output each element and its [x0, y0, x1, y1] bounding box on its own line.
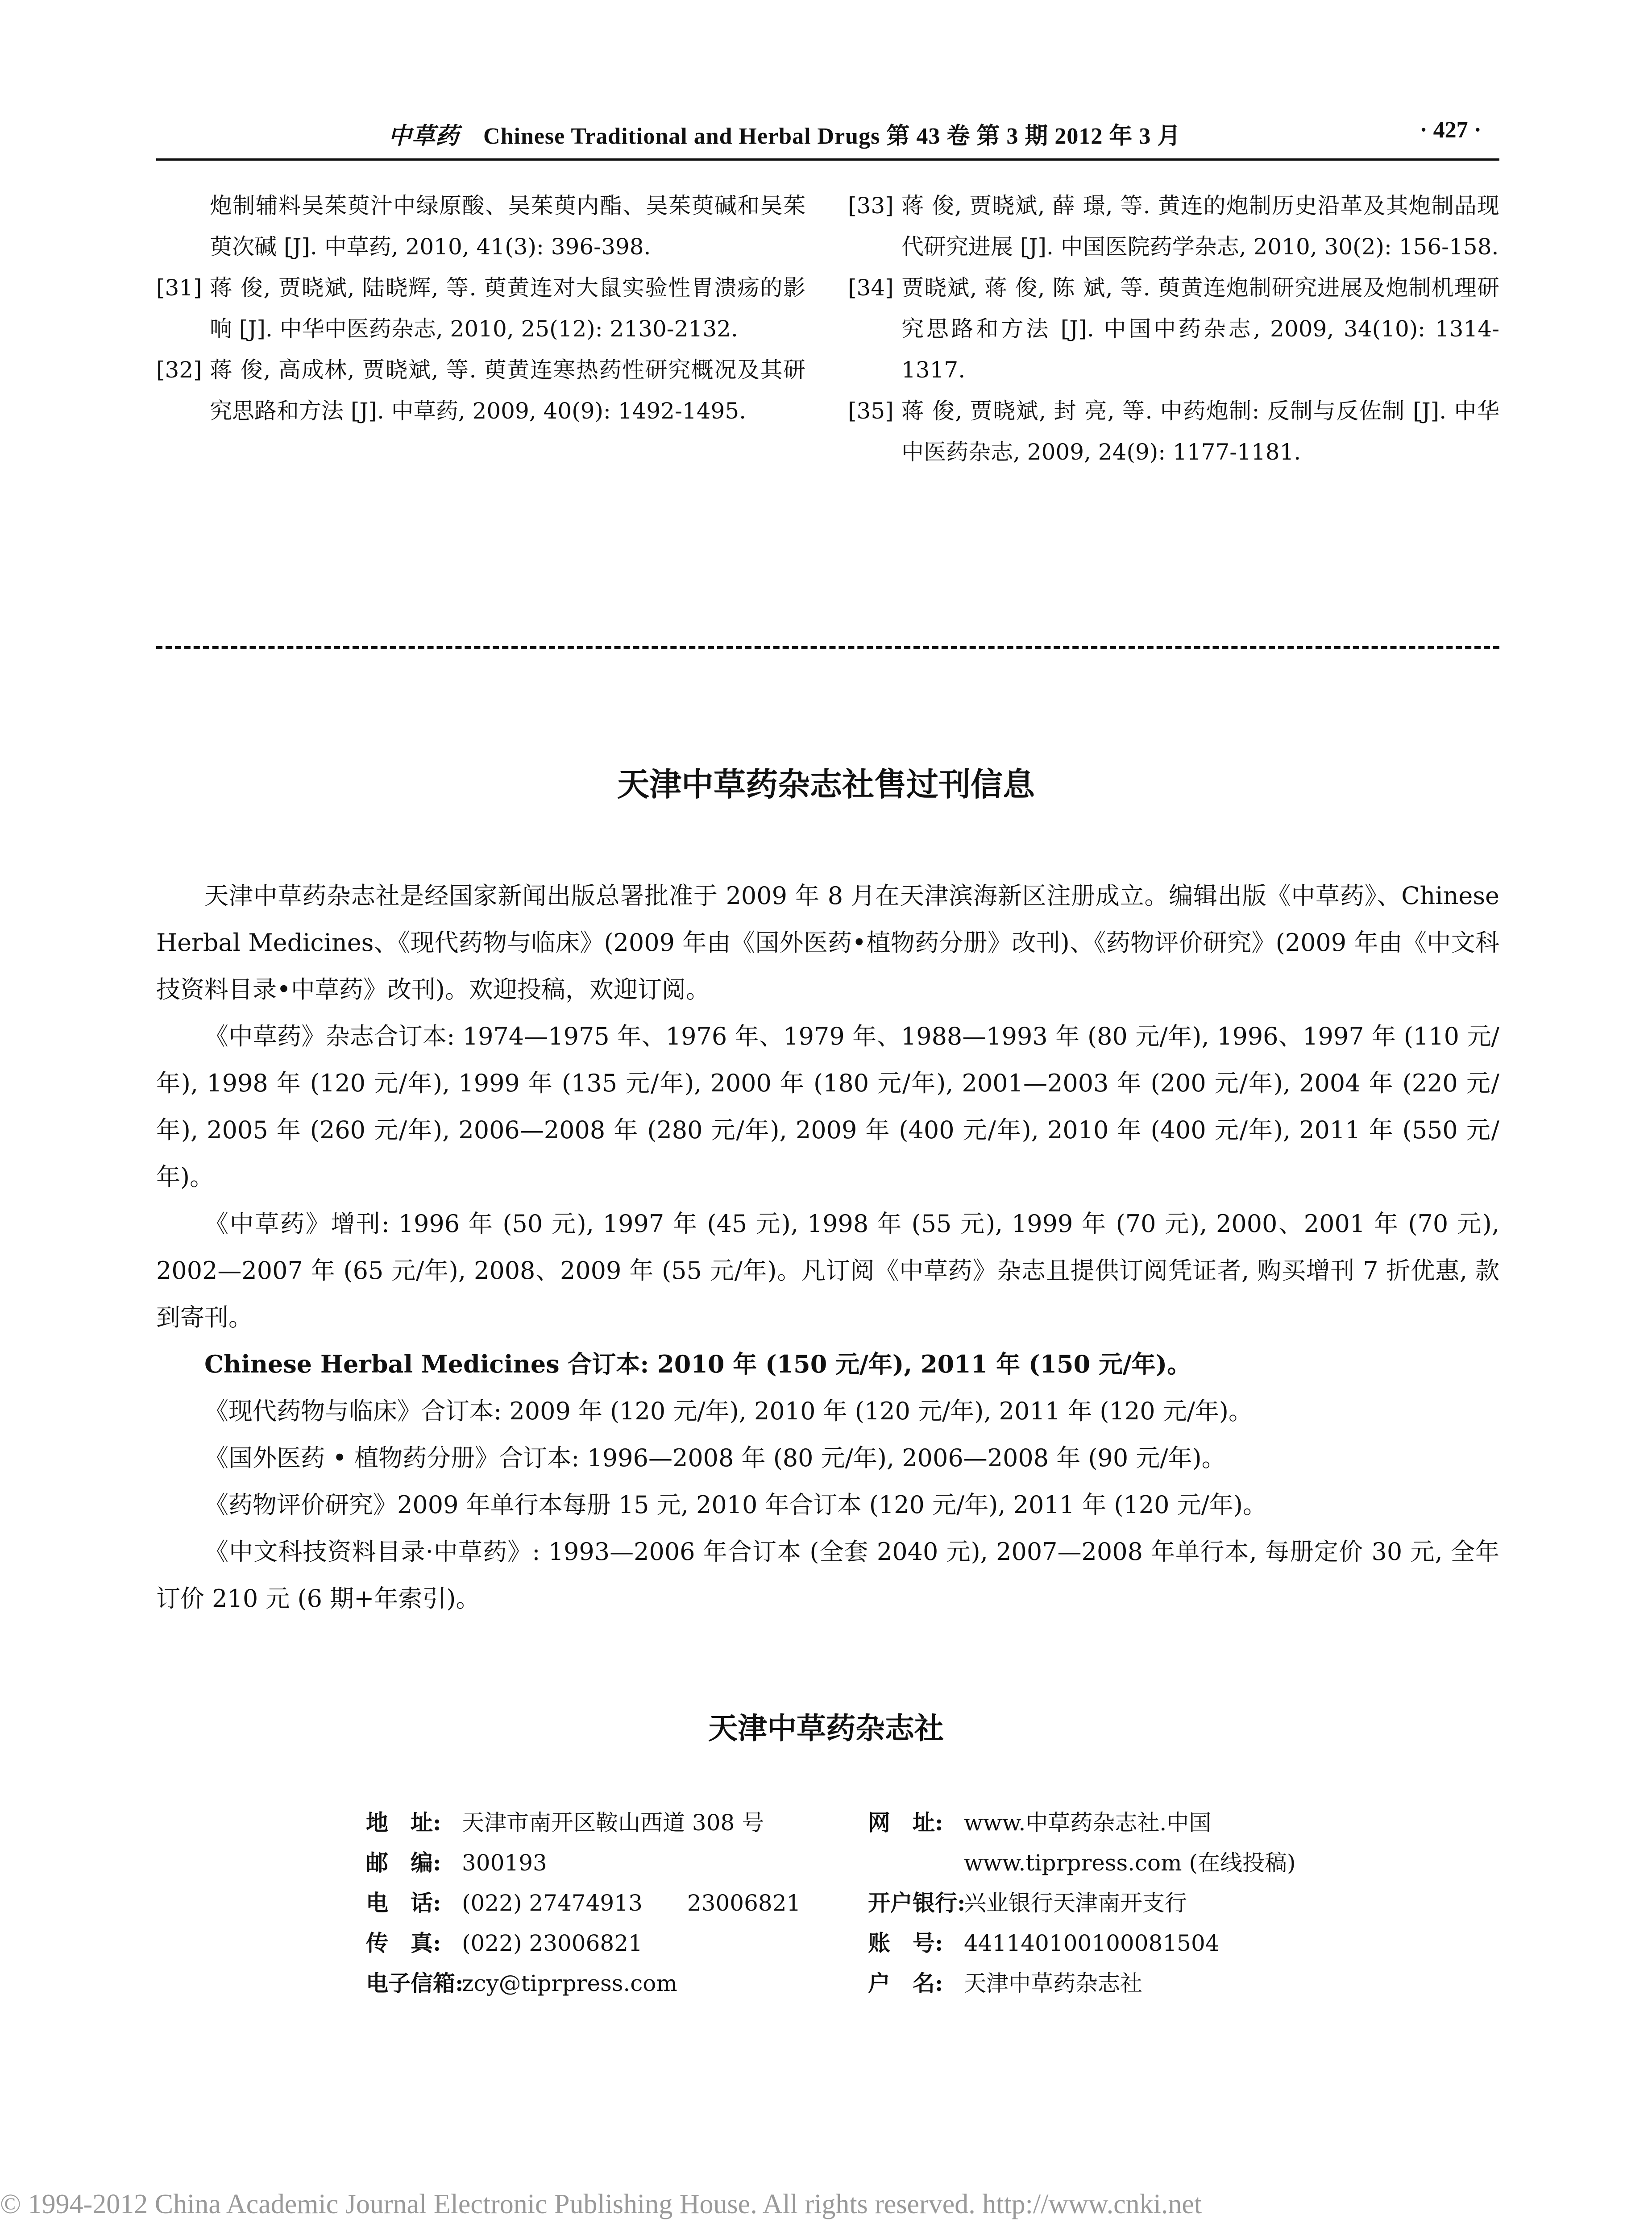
notice-paragraph: 《药物评价研究》2009 年单行本每册 15 元, 2010 年合订本 (120 元/年), 2011 年 (120 元/年)。 — [204, 1491, 1267, 1519]
reference-number: [32] — [156, 357, 202, 383]
postcode-row — [366, 1843, 834, 1883]
references-right-column — [848, 185, 1499, 473]
notice-paragraph: 《中草药》增刊: 1996 年 (50 元), 1997 年 (45 元), 1998 年 (55 元), 1999 年 (70 元), 2000、2001 年 (70 元), 2002—2007 年 (65 元/年), 2008、2009 年 (55 元/年)。凡订阅《中草药》杂志且提供订阅凭证者, 购买增刊 7 折优惠, 款到寄刊。 — [156, 1210, 1499, 1331]
references-left-column — [156, 185, 805, 431]
email-row — [366, 1963, 834, 2003]
reference-number: [33] — [848, 193, 894, 219]
reference-text: 蒋 俊, 贾晓斌, 封 亮, 等. 中药炮制: 反制与反佐制 [J]. 中华中医药杂志, 2009, 24(9): 1177-1181. — [901, 398, 1499, 465]
page-number: · 427 · — [1420, 117, 1482, 143]
fax-row — [366, 1923, 834, 1963]
reference-number: [31] — [156, 275, 202, 301]
address-value: 天津市南开区鞍山西道 308 号 — [462, 1810, 764, 1836]
postcode-value: 300193 — [462, 1850, 547, 1876]
running-header — [156, 117, 1499, 153]
reference-number: [35] — [848, 398, 894, 424]
notice-title: 天津中草药杂志社售过刊信息 — [617, 766, 1035, 803]
journal-issue-info: Chinese Traditional and Herbal Drugs 第 43 卷 第 3 期 2012 年 3 月 — [483, 124, 1181, 149]
reference-text: 贾晓斌, 蒋 俊, 陈 斌, 等. 萸黄连炮制研究进展及炮制机理研究思路和方法 [J]. 中国中药杂志, 2009, 34(10): 1314-1317. — [901, 275, 1499, 383]
reference-item — [156, 349, 805, 431]
reference-text: 炮制辅料吴茱萸汁中绿原酸、吴茱萸内酯、吴茱萸碱和吴茱萸次碱 [J]. 中草药, 2010, 41(3): 396-398. — [210, 193, 805, 260]
website-link-en[interactable]: www.tiprpress.com (在线投稿) — [964, 1850, 1296, 1876]
account-label: 账 号: — [868, 1930, 943, 1956]
reference-item — [848, 390, 1499, 473]
reference-item — [848, 185, 1499, 267]
email-label: 电子信箱: — [366, 1970, 464, 1996]
contact-right-column — [868, 1803, 1359, 2003]
phone-row — [366, 1883, 834, 1923]
bank-row — [868, 1883, 1359, 1923]
reference-text: 蒋 俊, 高成林, 贾晓斌, 等. 萸黄连寒热药性研究概况及其研究思路和方法 [J]. 中草药, 2009, 40(9): 1492-1495. — [210, 357, 805, 424]
bank-value: 兴业银行天津南开支行 — [964, 1890, 1187, 1916]
section-divider — [156, 646, 1499, 649]
fax-value: (022) 23006821 — [462, 1930, 643, 1956]
reference-item — [156, 267, 805, 349]
journal-header — [388, 117, 1181, 150]
notice-paragraph: 《现代药物与临床》合订本: 2009 年 (120 元/年), 2010 年 (120 元/年), 2011 年 (120 元/年)。 — [204, 1397, 1253, 1425]
postcode-label: 邮 编: — [366, 1849, 441, 1876]
reference-text: 蒋 俊, 贾晓斌, 陆晓辉, 等. 萸黄连对大鼠实验性胃溃疡的影响 [J]. 中华中医药杂志, 2010, 25(12): 2130-2132. — [210, 275, 805, 342]
reference-text: 蒋 俊, 贾晓斌, 薛 璟, 等. 黄连的炮制历史沿革及其炮制品现代研究进展 [J]. 中国医院药学杂志, 2010, 30(2): 156-158. — [901, 193, 1499, 260]
reference-number — [156, 185, 210, 267]
account-row — [868, 1923, 1359, 1963]
email-value: zcy@tiprpress.com — [462, 1970, 677, 1996]
notice-paragraph: 《中草药》杂志合订本: 1974—1975 年、1976 年、1979 年、1988—1993 年 (80 元/年), 1996、1997 年 (110 元/年), 1998 年 (120 元/年), 1999 年 (135 元/年), 2000 年 (180 元/年), 2001—2003 年 (200 元/年), 2004 年 (220 元/年), 2005 年 (260 元/年), 2006—2008 年 (280 元/年), 2009 年 (400 元/年), 2010 年 (400 元/年), 2011 年 (550 元/年)。 — [156, 1022, 1499, 1191]
bank-label: 开户银行: — [868, 1890, 966, 1916]
notice-paragraph: Chinese Herbal Medicines 合订本: 2010 年 (150 元/年), 2011 年 (150 元/年)。 — [204, 1350, 1191, 1378]
phone-label: 电 话: — [366, 1890, 441, 1916]
notice-body — [156, 872, 1499, 1622]
holder-label: 户 名: — [868, 1970, 943, 1996]
phone-value: (022) 27474913 23006821 — [462, 1890, 801, 1916]
address-label: 地 址: — [366, 1809, 441, 1836]
notice-paragraph: 《国外医药 • 植物药分册》合订本: 1996—2008 年 (80 元/年), 2006—2008 年 (90 元/年)。 — [204, 1444, 1226, 1472]
website-row — [868, 1803, 1359, 1843]
website-row-2 — [868, 1843, 1359, 1883]
copyright-footer: © 1994-2012 China Academic Journal Electronic Publishing House. All rights reserved. http://www.cnki.net — [0, 2189, 1202, 2219]
fax-label: 传 真: — [366, 1930, 441, 1956]
reference-number: [34] — [848, 275, 894, 301]
notice-paragraph: 《中文科技资料目录·中草药》: 1993—2006 年合订本 (全套 2040 元), 2007—2008 年单行本, 每册定价 30 元, 全年订价 210 元 (6 期+年索引)。 — [156, 1538, 1499, 1613]
holder-value: 天津中草药杂志社 — [964, 1970, 1142, 1996]
website-label: 网 址: — [868, 1809, 943, 1836]
publisher-signature: 天津中草药杂志社 — [708, 1711, 944, 1746]
website-link-cn[interactable]: www.中草药杂志社.中国 — [964, 1810, 1212, 1836]
holder-row — [868, 1963, 1359, 2003]
journal-name-cn: 中草药 — [388, 122, 460, 149]
contact-left-column — [366, 1803, 834, 2003]
header-rule — [156, 158, 1499, 161]
notice-paragraph: 天津中草药杂志社是经国家新闻出版总署批准于 2009 年 8 月在天津滨海新区注册成立。编辑出版《中草药》、Chinese Herbal Medicines、《现代药物与临床》(2009 年由《国外医药•植物药分册》改刊)、《药物评价研究》(2009 年由《中文科技资料目录•中草药》改刊)。欢迎投稿，欢迎订阅。 — [156, 882, 1499, 1004]
reference-item — [848, 267, 1499, 390]
address-row — [366, 1803, 834, 1843]
account-value: 441140100100081504 — [964, 1930, 1220, 1956]
reference-item — [156, 185, 805, 267]
